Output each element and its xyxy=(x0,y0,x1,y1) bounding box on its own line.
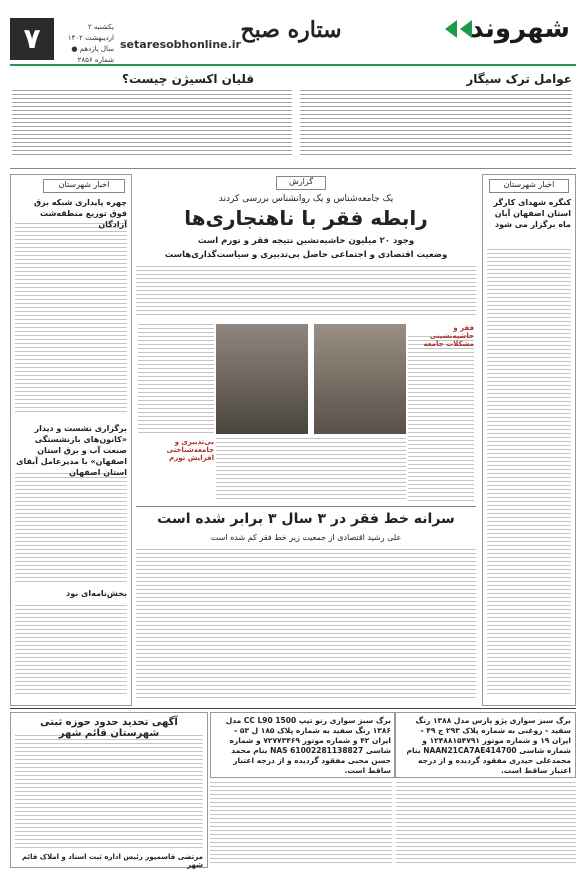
news-item-2-title: برگزاری نشست و دیدار «کانون‌های بازنشستگی صنعت آب و برق استان اصفهان» با مدیرعامل آبفای استان اصفهان xyxy=(16,424,127,477)
lower-story xyxy=(136,506,476,705)
news-item-3-title: بخش‌نامه‌ای بود xyxy=(66,589,127,598)
left-column xyxy=(10,174,132,706)
page-number: ۷ xyxy=(10,18,54,60)
story-body-right xyxy=(408,336,474,502)
caption-right: فقر و حاشیه‌نشینی مشکلات جامعه xyxy=(423,324,474,348)
masthead xyxy=(0,0,586,70)
right-ad-text: برگ سبز سواری پژو پارس مدل ۱۳۸۸ رنگ سفید - روغنی به شماره پلاک ۲۹۳ ج ۴۹ - ایران ۱۹ و شماره موتور ۱۲۴۸۸۱۵۴۷۹۱ و شماره شاسی NAAN21CA7AE414700 بنام محمدعلی حیدری مفقود گردیده و از درجه اعتبار ساقط است. xyxy=(406,716,571,775)
center-bottom-notice xyxy=(210,782,392,866)
news-item-1-body xyxy=(15,223,127,413)
portrait-photo-left xyxy=(216,324,308,434)
newspaper-logo: ستاره صبح xyxy=(240,17,342,43)
lower-body xyxy=(136,549,476,701)
right-top-body xyxy=(300,90,572,156)
center-ad-text: برگ سبز سواری رنو تیپ 1500 CC L90 مدل ۱۳۸۶ رنگ سفید به شماره پلاک ۱۸۵ ل ۵۳ - ایران ۴۲ و شماره موتور ۷۲۷۷۳۴۶۹ و شماره شاسی NAS 61002281138827 بنام محمد حسن محبی مفقود گردیده و از درجه اعتبار ساقط است. xyxy=(225,716,391,775)
top-row-divider xyxy=(10,168,576,169)
date-line: یکشنبه ۲ اردیبهشت ۱۴۰۲ سال یازدهم ● شماره ۲۸۵۶ xyxy=(67,23,114,64)
story-tag: گزارش xyxy=(276,176,326,190)
lower-headline: سرانه خط فقر در ۳ سال ۳ برابر شده است xyxy=(157,511,455,527)
column-headline: کنگره شهدای کارگر استان اصفهان آبان ماه برگزار می شود xyxy=(493,198,571,229)
center-story xyxy=(136,174,476,504)
right-column xyxy=(482,174,576,706)
story-kicker: یک جامعه‌شناس و یک روانشناس بررسی کردند xyxy=(218,194,394,204)
right-classified-ad xyxy=(394,712,576,778)
website-url: setaresobhonline.ir xyxy=(120,38,241,51)
news-item-1-title: چهره پایداری شبکه برق فوق توزیع منطقه‌شت آزادگان xyxy=(33,198,127,229)
left-classified-ad xyxy=(10,712,208,868)
story-body-left xyxy=(138,324,214,434)
left-ad-title: آگهی تحدید حدود حوزه ثبتی شهرستان قائم شهر xyxy=(40,717,178,739)
story-subhead-2: وضعیت اقتصادی و اجتماعی حاصل بی‌تدبیری و سیاست‌گذاری‌هاست xyxy=(164,250,448,260)
section-arrow-icon xyxy=(445,20,472,38)
column-tag: اخبار شهرستان xyxy=(489,179,569,193)
story-body-bottom xyxy=(216,438,406,502)
news-item-2-body xyxy=(15,473,127,583)
left-ad-signature: مرتضی قاسمپور رئیس اداره ثبت اسناد و املاک قائم شهر xyxy=(22,853,203,869)
header-rule xyxy=(10,64,576,66)
portrait-photo-right xyxy=(314,324,406,434)
column-tag: اخبار شهرستان xyxy=(43,179,125,193)
left-top-title: قلیان اکسیژن چیست؟ xyxy=(122,72,255,86)
right-top-title: عوامل ترک سیگار xyxy=(466,72,572,86)
left-ad-body xyxy=(15,735,203,851)
column-body xyxy=(487,249,571,697)
section-title: شهروند xyxy=(470,14,570,44)
story-subhead-1: وجود ۲۰ میلیون حاشیه‌نشین نتیجه فقر و تورم است xyxy=(197,236,415,246)
news-item-3-body xyxy=(15,605,127,697)
center-classified-ad xyxy=(210,712,396,778)
story-lede xyxy=(136,266,476,318)
lower-subhead: علی رشید اقتصادی از جمعیت زیر خط فقر کم شده است xyxy=(210,533,402,542)
left-top-body xyxy=(12,90,292,156)
caption-left: بی‌تدبیری و جامعه‌شناختی افزایش تورم xyxy=(166,438,214,462)
story-headline: رابطه فقر با ناهنجاری‌ها xyxy=(184,206,428,230)
classifieds-divider xyxy=(10,708,576,709)
right-bottom-notice xyxy=(396,782,576,866)
